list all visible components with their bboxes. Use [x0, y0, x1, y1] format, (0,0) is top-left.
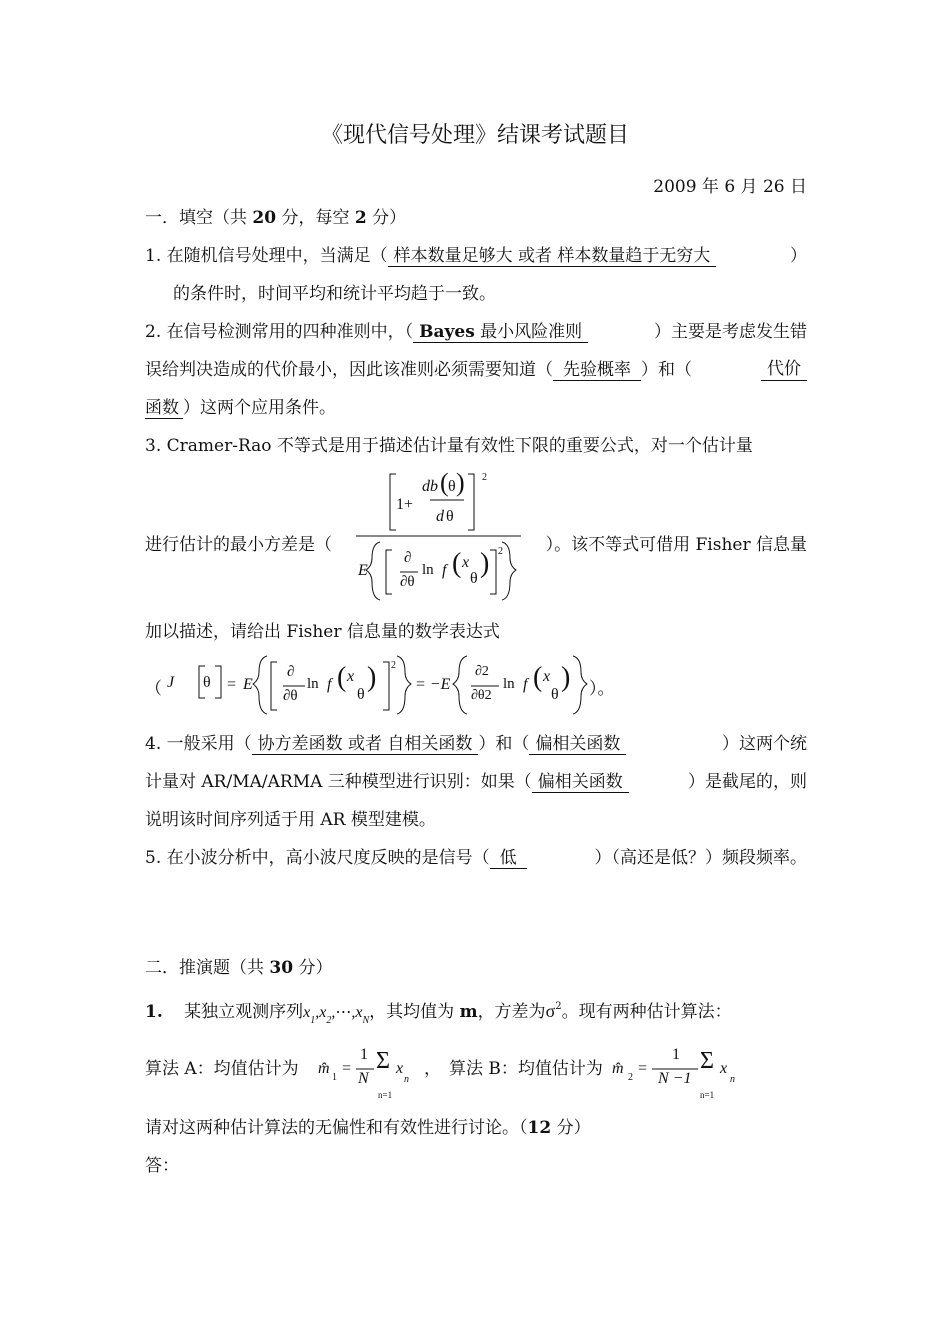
q2-answer-blank1: Bayes 最小风险准则 [413, 322, 588, 343]
section2-heading: 二．推演题（共 30 分） [145, 958, 333, 978]
q3-line2-right: ）。该不等式可借用 Fisher 信息量 [545, 535, 807, 555]
q2-answer-blank2: 先验概率 [553, 360, 641, 381]
q3-line1: 3. Cramer-Rao 不等式是用于描述估计量有效性下限的重要公式，对一个估计量 [145, 436, 753, 456]
q4-line2: 计量对 AR/MA/ARMA 三种模型进行识别：如果（ 偏相关函数 ）是截尾的，则 [145, 772, 807, 792]
exam-date: 2009 年 6 月 26 日 [653, 177, 807, 197]
q4-line1: 4. 一般采用（ 协方差函数 或者 自相关函数 ）和（ 偏相关函数 ）这两个统 [145, 734, 807, 754]
s2-q1-question: 请对这两种估计算法的无偏性和有效性进行讨论。（12 分） [145, 1118, 591, 1138]
q1-line1: 1. 在随机信号处理中，当满足（ 样本数量足够大 或者 样本数量趋于无穷大 ） [145, 246, 807, 266]
section1-heading: 一．填空（共 20 分，每空 2 分） [145, 208, 407, 228]
q1-answer-blank: 样本数量足够大 或者 样本数量趋于无穷大 [388, 246, 717, 267]
q4-answer-blank1: 协方差函数 或者 自相关函数 [252, 734, 479, 755]
algA-formula: m̂ 1 = 1 N Σ x n n=1 [318, 1046, 418, 1106]
q2-line1: 2. 在信号检测常用的四种准则中，（ Bayes 最小风险准则 ）主要是考虑发生错 [145, 322, 807, 342]
observation-sequence: $x_1,x_2,\cdots,x_N$ [303, 1004, 370, 1026]
q4-line3: 说明该时间序列适于用 AR 模型建模。 [145, 810, 436, 830]
algA-label: 算法 A：均值估计为 [145, 1059, 299, 1079]
q3-line3: 加以描述，请给出 Fisher 信息量的数学表达式 [145, 622, 500, 642]
answer-label: 答： [145, 1156, 179, 1176]
q1-line2: 的条件时，时间平均和统计平均趋于一致。 [173, 284, 496, 304]
q3-line2-left: 进行估计的最小方差是（ [145, 535, 332, 555]
algB-label: ， 算法 B：均值估计为 [424, 1059, 603, 1079]
page-title: 《现代信号处理》结课考试题目 [320, 123, 629, 148]
q4-answer-blank3: 偏相关函数 [532, 772, 629, 793]
q2-line2: 误给判决造成的代价最小，因此该准则必须需要知道（ 先验概率 ）和（ 代价 [145, 359, 807, 381]
q5-line: 5. 在小波分析中，高小波尺度反映的是信号（ 低 ）（高还是低？）频段频率。 [145, 848, 807, 868]
fisher-formula: （ J θ = E ∂ ∂θ ln f ( x θ ) 2 = −E ∂2 ∂θ2 ln f ( x θ ) ）。 [145, 652, 605, 718]
algB-formula: m̂ 2 = 1 N −1 Σ x n n=1 [612, 1046, 742, 1106]
q2-line3: 函数 ）这两个应用条件。 [145, 398, 336, 418]
q5-answer-blank: 低 [490, 848, 527, 869]
crlb-formula: 1+ db ( θ ) 2 d θ E ∂ ∂θ ln f ( x θ ) 2 [356, 466, 526, 606]
s2-q1-line1: 1. 某独立观测序列$x_1,x_2,\cdots,x_N$，其均值为 m，方差为$\sigma^2$。现有两种估计算法： [145, 1001, 732, 1026]
q2-answer-blank3: 代价 [761, 359, 807, 381]
q4-answer-blank2: 偏相关函数 [529, 734, 626, 755]
